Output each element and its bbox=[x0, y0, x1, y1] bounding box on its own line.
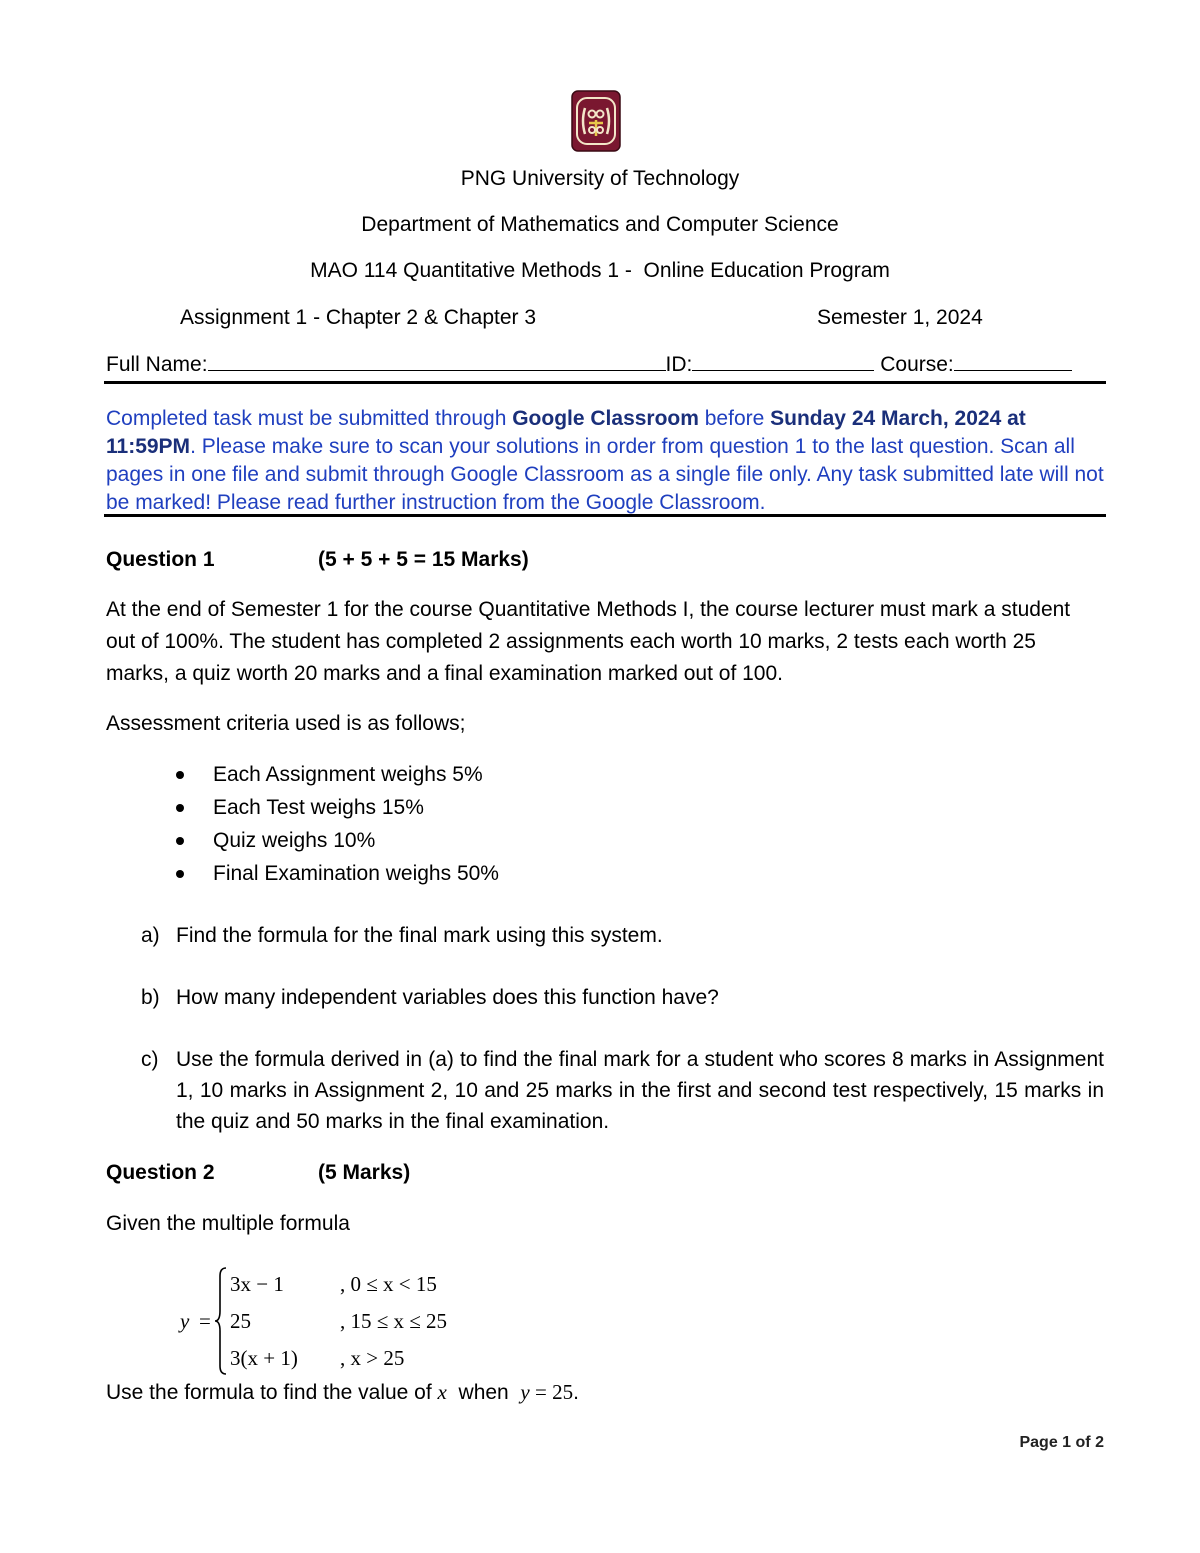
bullet-icon bbox=[176, 837, 184, 845]
formula-lhs: y bbox=[180, 1309, 190, 1333]
question-1-part-c bbox=[141, 1044, 1104, 1137]
divider-top bbox=[104, 381, 1106, 384]
bullet-icon bbox=[176, 870, 184, 878]
footer-of-word: of bbox=[1075, 1434, 1091, 1451]
part-text: Find the formula for the final mark using this system. bbox=[176, 924, 663, 947]
criteria-text: Each Test weighs 15% bbox=[213, 796, 424, 819]
list-item bbox=[172, 758, 499, 791]
criteria-text: Each Assignment weighs 5% bbox=[213, 763, 483, 786]
question-1-heading bbox=[106, 548, 529, 572]
bullet-icon bbox=[176, 771, 184, 779]
list-item bbox=[172, 791, 499, 824]
piecewise-formula bbox=[180, 1266, 500, 1376]
footer-page-total: 2 bbox=[1095, 1434, 1104, 1451]
student-details-row bbox=[106, 352, 1103, 377]
question-2-heading bbox=[106, 1161, 411, 1185]
course-title: MAO 114 Quantitative Methods 1 - Online Education Program bbox=[310, 259, 890, 282]
task-when: when bbox=[446, 1381, 521, 1404]
formula-case-3-cond: , x > 25 bbox=[340, 1346, 405, 1370]
question-1-part-b bbox=[141, 982, 1104, 1013]
footer-page-word: Page bbox=[1019, 1434, 1058, 1451]
full-name-label: Full Name: bbox=[106, 353, 208, 376]
notice-bold-classroom: Google Classroom bbox=[512, 407, 699, 430]
question-1-marks: (5 + 5 + 5 = 15 Marks) bbox=[318, 548, 529, 571]
question-2-title: Question 2 bbox=[106, 1161, 215, 1184]
question-2-marks: (5 Marks) bbox=[318, 1161, 411, 1184]
criteria-intro: Assessment criteria used is as follows; bbox=[106, 712, 466, 735]
question-1-title: Question 1 bbox=[106, 548, 215, 571]
question-2-task bbox=[106, 1380, 579, 1405]
bullet-icon bbox=[176, 804, 184, 812]
formula-case-2-cond: , 15 ≤ x ≤ 25 bbox=[340, 1309, 448, 1333]
divider-bottom bbox=[104, 514, 1106, 517]
university-logo-icon bbox=[571, 90, 621, 152]
university-name: PNG University of Technology bbox=[460, 167, 740, 190]
part-label: b) bbox=[141, 986, 160, 1009]
list-item bbox=[172, 857, 499, 890]
criteria-text: Quiz weighs 10% bbox=[213, 829, 376, 852]
full-name-blank[interactable] bbox=[208, 352, 666, 371]
notice-text-2: before bbox=[698, 407, 771, 430]
department-name: Department of Mathematics and Computer Science bbox=[361, 213, 839, 236]
formula-equals: = bbox=[199, 1309, 211, 1333]
task-eq: = 25 bbox=[529, 1380, 574, 1404]
notice-text-1: Completed task must be submitted through bbox=[106, 407, 513, 430]
part-text: How many independent variables does this function have? bbox=[176, 986, 719, 1009]
id-blank[interactable] bbox=[692, 352, 874, 371]
part-label: c) bbox=[141, 1048, 159, 1071]
criteria-list bbox=[172, 758, 499, 890]
footer-page-number: 1 bbox=[1062, 1434, 1072, 1451]
task-end: . bbox=[573, 1381, 579, 1404]
semester-label: Semester 1, 2024 bbox=[817, 306, 983, 329]
question-1-intro: At the end of Semester 1 for the course Quantitative Methods I, the course lecturer must mark a student out of 100%. The student has completed 2 assignments each worth 10 marks, 2 tests each worth 25 marks, a quiz worth 20 marks and a final examination marked out of 100. bbox=[106, 598, 1071, 685]
formula-case-1-expr: 3x − 1 bbox=[230, 1272, 284, 1296]
criteria-text: Final Examination weighs 50% bbox=[213, 862, 499, 885]
task-var-x: x bbox=[437, 1380, 447, 1404]
left-brace-icon bbox=[214, 1266, 228, 1376]
submission-notice bbox=[106, 405, 1104, 517]
task-var-y: y bbox=[520, 1380, 530, 1404]
part-text: Use the formula derived in (a) to find the final mark for a student who scores 8 marks in Assignment 1, 10 marks in Assignment 2, 10 and 25 marks in the first and second test respectively, 15 marks in the quiz and 50 marks in the final examination. bbox=[176, 1048, 1104, 1133]
course-label: Course: bbox=[880, 353, 954, 376]
formula-case-3-expr: 3(x + 1) bbox=[230, 1346, 298, 1370]
page-footer bbox=[1019, 1434, 1104, 1452]
assignment-title: Assignment 1 - Chapter 2 & Chapter 3 bbox=[180, 306, 537, 329]
formula-case-1-cond: , 0 ≤ x < 15 bbox=[340, 1272, 437, 1296]
id-label: ID: bbox=[665, 353, 693, 376]
list-item bbox=[172, 824, 499, 857]
question-1-part-a bbox=[141, 920, 1104, 951]
notice-bold-deadline: Sunday 24 March, 2024 at 11:59PM bbox=[106, 407, 1026, 458]
task-text: Use the formula to find the value of bbox=[106, 1381, 438, 1404]
part-label: a) bbox=[141, 924, 160, 947]
notice-text-3: . Please make sure to scan your solutions in order from question 1 to the last question. Scan all pages in one file and submit through Google Classroom as a single file only. Any task submitted late will not be marked! Please read further instruction from the Google Classroom. bbox=[106, 435, 1104, 514]
formula-case-2-expr: 25 bbox=[230, 1309, 251, 1333]
question-2-intro: Given the multiple formula bbox=[106, 1212, 350, 1235]
course-blank[interactable] bbox=[954, 352, 1072, 371]
